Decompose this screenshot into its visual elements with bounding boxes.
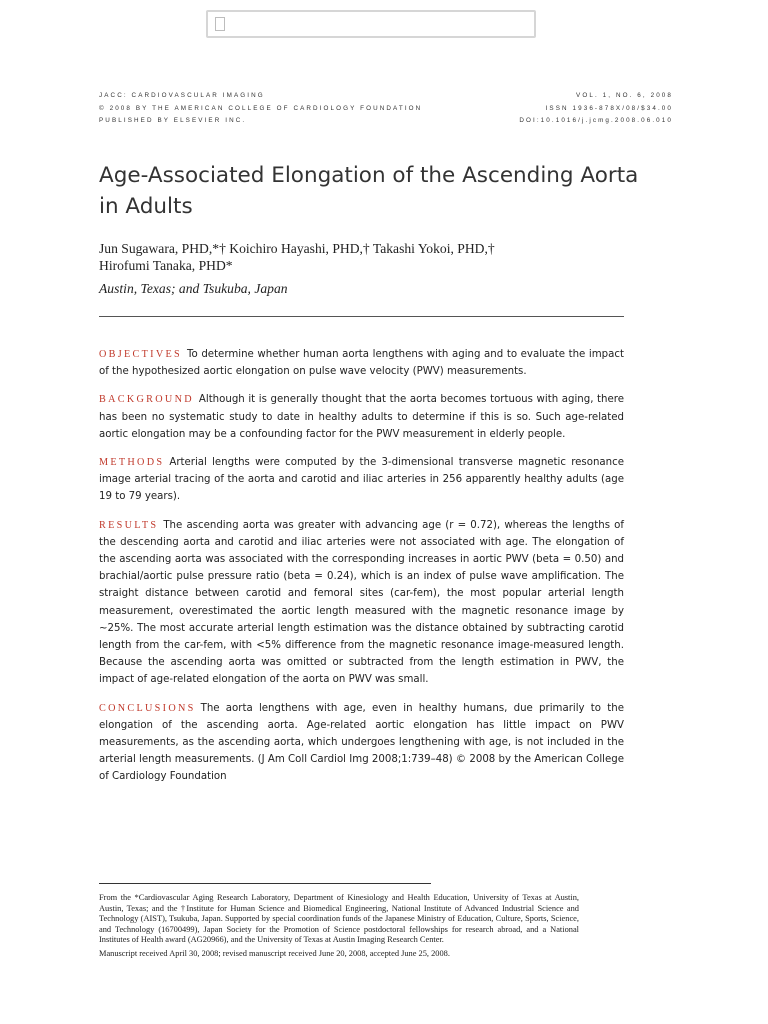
footnote-divider [99, 883, 431, 884]
methods-text: Arterial lengths were computed by the 3-dimensional transverse magnetic resonance image arterial tracing of the aorta and carotid and iliac arteries in 256 apparently healthy adults (age 19 to 79 years). [99, 457, 624, 503]
section-label-objectives: OBJECTIVES [99, 349, 182, 360]
footnote [99, 893, 579, 963]
abstract [99, 346, 624, 797]
copyright-line: © 2008 BY THE AMERICAN COLLEGE OF CARDIOLOGY FOUNDATION [99, 104, 423, 112]
abstract-results [99, 517, 624, 689]
authors-line-2: Hirofumi Tanaka, PHD* [99, 258, 233, 273]
journal-header-right [519, 90, 673, 128]
journal-name: JACC: CARDIOVASCULAR IMAGING [99, 92, 265, 99]
issn-line: ISSN 1936-878X/08/$34.00 [545, 104, 673, 112]
abstract-methods [99, 454, 624, 506]
abstract-conclusions [99, 700, 624, 786]
conclusions-text: The aorta lengthens with age, even in healthy humans, due primarily to the elongation of the ascending aorta. Age-related aortic elongation has little impact on PWV measurements, as the ascending aorta, which undergoes lengthening with age, is not included in the arterial length measurements. (J Am Coll Cardiol Img 2008;1:739–48) © 2008 by the American College of Cardiology Foundation [99, 702, 624, 783]
objectives-text: To determine whether human aorta lengthens with aging and to evaluate the impact of the hypothesized aortic elongation on pulse wave velocity (PWV) measurements. [99, 349, 624, 378]
section-label-conclusions: CONCLUSIONS [99, 702, 196, 714]
section-label-results: RESULTS [99, 519, 159, 531]
volume-line: VOL. 1, NO. 6, 2008 [576, 92, 673, 99]
article-title: Age-Associated Elongation of the Ascending Aorta in Adults [99, 163, 639, 219]
publisher-line: PUBLISHED BY ELSEVIER INC. [99, 117, 247, 125]
footnote-affiliations: From the *Cardiovascular Aging Research Laboratory, Department of Kinesiology and Health Education, University of Texas at Austin, Austin, Texas; and the †Institute for Human Science and Biomedical Engineering, National Institute of Advanced Industrial Science and Technology (AIST), Tsukuba, Japan. Supported by special coordination funds of the Japanese Ministry of Education, Culture, Sports, Science, and Technology (16700499), Japan Society for the Promotion of Science postdoctoral fellowships for research abroad, and a National Institutes of Health award (AG20966), and the University of Texas at Austin Imaging Research Center. [99, 893, 579, 945]
affiliation: Austin, Texas; and Tsukuba, Japan [99, 281, 288, 296]
results-text: The ascending aorta was greater with advancing age (r = 0.72), whereas the lengths of the descending aorta and carotid and iliac arteries were not associated with age. The elongation of the ascending aorta was associated with the corresponding increases in aortic PWV (beta = 0.50) and brachial/aortic pulse pressure ratio (beta = 0.24), which is an index of pulse wave amplification. The straight distance between carotid and femoral sites (car-fem), the most popular arterial length measurement, overestimated the aortic length measured with the magnetic resonance image by ~25%. The most accurate arterial length estimation was the distance obtained by subtracting carotid length from the car-fem, with <5% difference from the magnetic resonance image-measured length. Because the ascending aorta was omitted or subtracted from the length estimation in PWV, the impact of age-related elongation of the aorta on PWV was small. [99, 519, 624, 686]
authors-line-1: Jun Sugawara, PHD,*† Koichiro Hayashi, PHD,† Takashi Yokoi, PHD,† [99, 241, 495, 256]
page-icon [215, 17, 225, 31]
abstract-objectives [99, 346, 624, 380]
section-label-background: BACKGROUND [99, 394, 194, 406]
divider [99, 316, 624, 317]
section-label-methods: METHODS [99, 457, 165, 469]
doi-line: DOI:10.1016/j.jcmg.2008.06.010 [519, 117, 673, 125]
journal-header-left [99, 90, 422, 128]
background-text: Although it is generally thought that the aorta becomes tortuous with aging, there has been no systematic study to date in healthy adults to determine if this is so. Such age-related aortic elongation may be a confounding factor for the PWV measurement in elderly people. [99, 394, 624, 440]
top-toolbar-box[interactable] [206, 10, 536, 38]
footnote-received: Manuscript received April 30, 2008; revised manuscript received June 20, 2008, accepted June 25, 2008. [99, 948, 450, 958]
author-list [99, 240, 619, 274]
abstract-background [99, 391, 624, 443]
